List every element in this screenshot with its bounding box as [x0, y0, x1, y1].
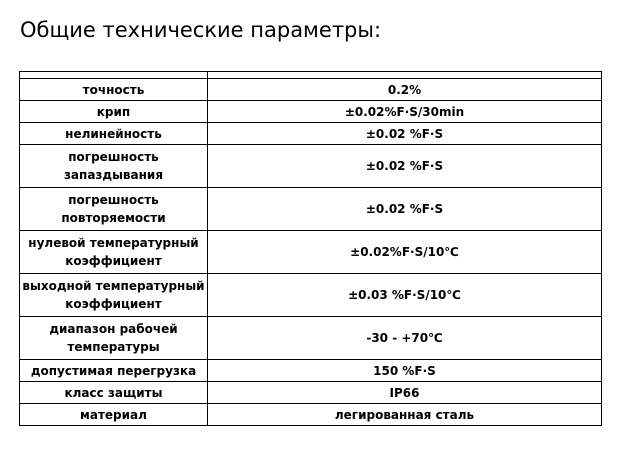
param-name-line: класс защиты [64, 385, 163, 400]
param-name [20, 317, 208, 360]
table-row [20, 382, 602, 404]
table-row [20, 274, 602, 317]
param-name [20, 123, 208, 145]
param-name-line: диапазон рабочей [49, 322, 178, 336]
param-value: ±0.02 %F·S [208, 123, 602, 145]
table-row [20, 79, 602, 101]
header-cell-empty [208, 72, 602, 79]
table-row [20, 404, 602, 426]
param-value: ±0.02 %F·S [208, 188, 602, 231]
param-value: IP66 [208, 382, 602, 404]
header-cell-empty [20, 72, 208, 79]
param-name-line: нулевой температурный [28, 236, 199, 250]
param-name-line: погрешность [68, 193, 159, 207]
param-name-line: крип [96, 104, 131, 119]
param-name-line: точность [82, 82, 145, 97]
param-name [20, 231, 208, 274]
param-name [20, 145, 208, 188]
table-header-row [20, 72, 602, 79]
param-name [20, 188, 208, 231]
param-name-line: температуры [67, 340, 160, 354]
param-value: ±0.02%F·S/30min [208, 101, 602, 123]
param-value: ±0.02 %F·S [208, 145, 602, 188]
table-row [20, 231, 602, 274]
param-value: 0.2% [208, 79, 602, 101]
param-value: легированная сталь [208, 404, 602, 426]
param-name-line: коэффициент [65, 297, 162, 311]
param-name [20, 382, 208, 404]
param-name-line: выходной температурный [22, 279, 205, 293]
table-row [20, 145, 602, 188]
param-name-line: материал [80, 407, 147, 422]
param-name-line: погрешность [68, 150, 159, 164]
table-row [20, 360, 602, 382]
param-name [20, 404, 208, 426]
param-name-line: допустимая перегрузка [30, 363, 197, 378]
param-name-line: коэффициент [65, 254, 162, 268]
param-name [20, 79, 208, 101]
param-name-line: нелинейность [65, 126, 162, 141]
table-row [20, 188, 602, 231]
table-row [20, 101, 602, 123]
specifications-table [19, 71, 602, 426]
param-value: ±0.02%F·S/10℃ [208, 231, 602, 274]
param-name [20, 360, 208, 382]
param-value: ±0.03 %F·S/10℃ [208, 274, 602, 317]
table-row [20, 317, 602, 360]
page-title: Общие технические параметры: [20, 18, 382, 42]
param-value: -30 - +70℃ [208, 317, 602, 360]
param-value: 150 %F·S [208, 360, 602, 382]
param-name-line: повторяемости [61, 211, 166, 225]
param-name [20, 101, 208, 123]
table-row [20, 123, 602, 145]
param-name-line: запаздывания [63, 168, 164, 182]
param-name [20, 274, 208, 317]
